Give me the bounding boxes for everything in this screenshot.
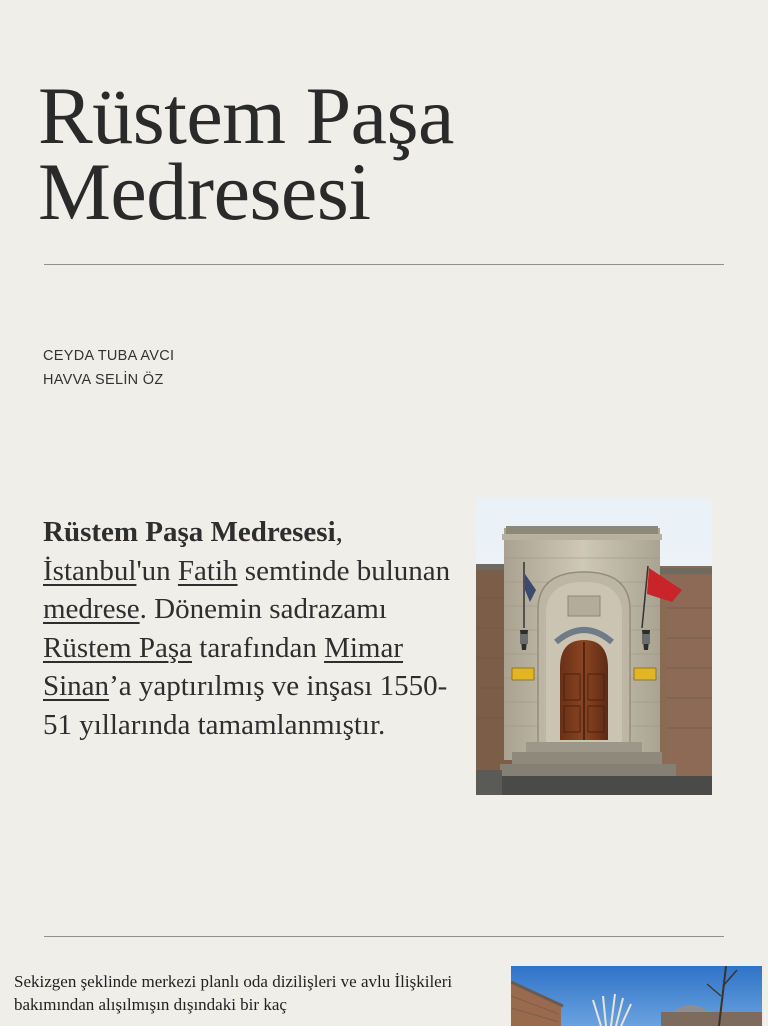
intro-bold-name: Rüstem Paşa Medresesi bbox=[43, 516, 336, 548]
page-title bbox=[38, 70, 454, 237]
link-medrese[interactable]: medrese bbox=[43, 593, 140, 625]
courtyard-illustration bbox=[511, 966, 762, 1026]
author-1: CEYDA TUBA AVCI bbox=[43, 348, 175, 364]
medrese-entrance-photo bbox=[476, 498, 712, 795]
title-line-2: Medresesi bbox=[38, 146, 371, 237]
intro-text: . Dönemin sadrazamı bbox=[139, 593, 387, 625]
entrance-illustration bbox=[476, 498, 712, 795]
description-paragraph: Sekizgen şeklinde merkezi planlı oda dizilişleri ve avlu İlişkileri bakımından alışılmışın dışındaki bir kaç bbox=[14, 972, 453, 1014]
medrese-courtyard-photo bbox=[511, 966, 762, 1026]
title-line-1: Rüstem Paşa bbox=[38, 70, 454, 161]
intro-paragraph bbox=[43, 513, 463, 744]
link-mimar-sinan[interactable]: Mimar Sinan bbox=[43, 631, 404, 702]
intro-text: ’a yaptırılmış ve inşası 1550-51 yıllarında tamamlanmıştır. bbox=[43, 670, 448, 741]
author-2: HAVVA SELİN ÖZ bbox=[43, 372, 164, 388]
intro-text: semtinde bulunan bbox=[237, 554, 451, 587]
authors-block bbox=[43, 344, 174, 392]
divider-bottom bbox=[44, 936, 724, 937]
link-rustem-pasa[interactable]: Rüstem Paşa bbox=[43, 631, 193, 664]
divider-top bbox=[44, 264, 724, 265]
intro-text: , bbox=[335, 516, 343, 548]
intro-text: tarafından bbox=[192, 631, 325, 664]
intro-text: 'un bbox=[136, 554, 178, 587]
link-fatih[interactable]: Fatih bbox=[177, 554, 238, 587]
link-istanbul[interactable]: İstanbul bbox=[43, 554, 137, 587]
